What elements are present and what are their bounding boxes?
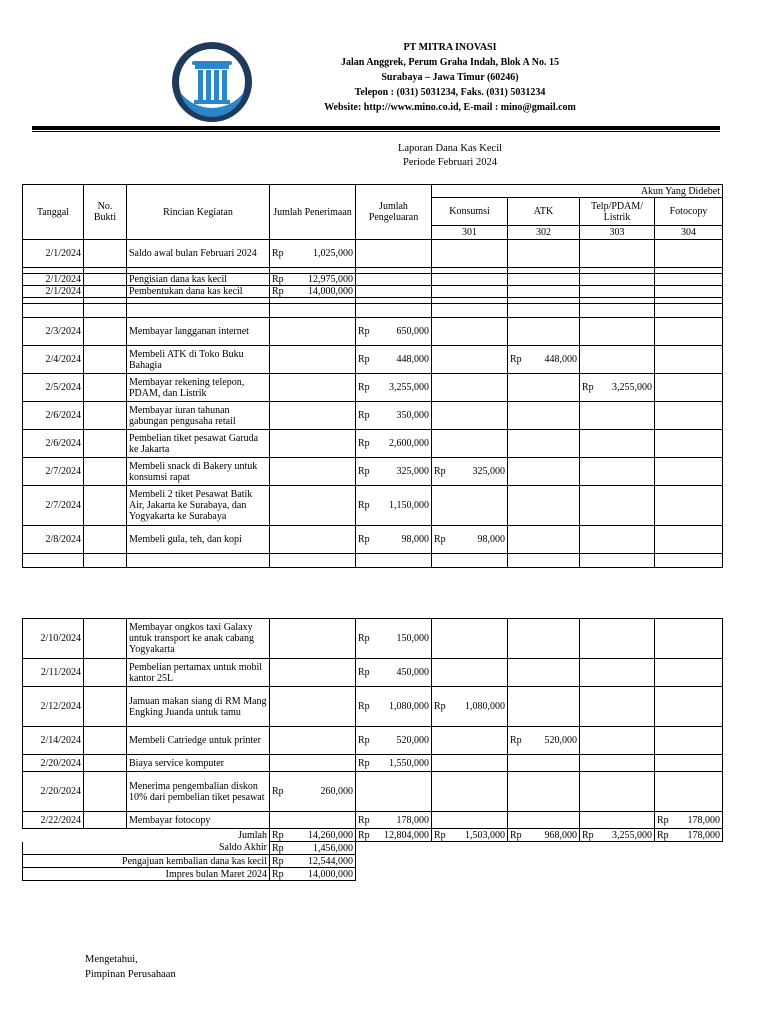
row-konsumsi [432,812,508,829]
amount-value: 12,544,000 [308,855,353,867]
row-pengeluaran [356,318,432,346]
col-header-fotocopy: Fotocopy [655,198,723,226]
currency-label: Rp [272,786,284,797]
row-date: 2/20/2024 [23,755,84,772]
amount-value: 1,080,000 [465,701,505,712]
row-date: 2/4/2024 [23,346,84,374]
row-atk [508,486,580,526]
row-konsumsi [432,687,508,727]
row-bukti [84,812,127,829]
table-row [23,772,723,812]
row-konsumsi [432,240,508,268]
currency-label: Rp [272,829,284,841]
petty-cash-table [22,184,723,568]
row-bukti [84,374,127,402]
table-row [23,374,723,402]
total-penerimaan [270,829,356,842]
currency-label: Rp [272,274,284,285]
row-date: 2/6/2024 [23,430,84,458]
row-konsumsi [432,402,508,430]
table-row [23,486,723,526]
amount-value: 178,000 [687,829,720,841]
row-penerimaan [270,374,356,402]
currency-label: Rp [358,667,370,678]
amount-value: 1,456,000 [313,842,353,854]
currency-label: Rp [272,286,284,297]
row-penerimaan [270,687,356,727]
row-bukti [84,687,127,727]
table-row [23,659,723,687]
company-logo-icon [170,40,254,124]
row-pengeluaran [356,286,432,298]
amount-value: 325,000 [472,466,505,477]
row-date: 2/1/2024 [23,286,84,298]
row-atk [508,812,580,829]
row-date: 2/10/2024 [23,619,84,659]
currency-label: Rp [272,248,284,259]
row-penerimaan [270,659,356,687]
table-row [23,430,723,458]
currency-label: Rp [657,814,669,826]
row-fotocopy [655,346,723,374]
row-pengeluaran [356,772,432,812]
row-fotocopy [655,458,723,486]
row-telp [580,318,655,346]
amount-value: 178,000 [687,814,720,826]
currency-label: Rp [358,701,370,712]
currency-label: Rp [582,382,594,393]
row-pengeluaran [356,274,432,286]
header-divider [32,126,720,130]
row-date: 2/12/2024 [23,687,84,727]
row-pengeluaran [356,659,432,687]
row-atk [508,772,580,812]
table-row [23,727,723,755]
currency-label: Rp [272,842,284,854]
row-konsumsi [432,526,508,554]
amount-value: 1,080,000 [389,701,429,712]
row-pengeluaran [356,374,432,402]
row-desc: Pembelian pertamax untuk mobil kantor 25L [127,659,270,687]
currency-label: Rp [358,534,370,545]
row-konsumsi [432,318,508,346]
col-header-rincian: Rincian Kegiatan [127,185,270,240]
row-fotocopy [655,619,723,659]
row-fotocopy [655,486,723,526]
row-penerimaan [270,274,356,286]
currency-label: Rp [510,829,522,841]
amount-value: 968,000 [544,829,577,841]
row-pengeluaran [356,458,432,486]
row-konsumsi [432,374,508,402]
row-date: 2/20/2024 [23,772,84,812]
row-telp [580,727,655,755]
row-telp [580,659,655,687]
row-penerimaan [270,346,356,374]
amount-value: 3,255,000 [612,382,652,393]
row-desc: Membeli Catriedge untuk printer [127,727,270,755]
row-fotocopy [655,430,723,458]
row-desc: Menerima pengembalian diskon 10% dari pembelian tiket pesawat [127,772,270,812]
row-bukti [84,274,127,286]
row-desc: Membeli gula, teh, dan kopi [127,526,270,554]
company-web: Website: http://www.mino.co.id, E-mail : mino@gmail.com [324,102,576,113]
table-row [23,812,723,829]
amount-value: 14,260,000 [308,829,353,841]
row-telp [580,619,655,659]
table-row [23,286,723,298]
row-penerimaan [270,727,356,755]
row-penerimaan [270,619,356,659]
row-pengeluaran [356,526,432,554]
currency-label: Rp [358,500,370,511]
total-fotocopy [655,829,723,842]
currency-label: Rp [358,814,370,826]
currency-label: Rp [272,855,284,867]
currency-label: Rp [434,534,446,545]
row-pengeluaran [356,430,432,458]
row-fotocopy [655,286,723,298]
row-fotocopy [655,274,723,286]
row-bukti [84,430,127,458]
amount-value: 450,000 [396,667,429,678]
total-label: Jumlah [23,829,270,842]
table-row [23,526,723,554]
col-code-302: 302 [508,226,580,240]
row-pengeluaran [356,687,432,727]
currency-label: Rp [358,354,370,365]
total-row [23,829,723,842]
row-pengeluaran [356,727,432,755]
total-pengeluaran [356,829,432,842]
amount-value: 350,000 [396,410,429,421]
currency-label: Rp [510,354,522,365]
currency-label: Rp [358,735,370,746]
amount-value: 448,000 [544,354,577,365]
col-header-pengeluaran: Jumlah Pengeluaran [356,185,432,240]
impres-maret-value [270,868,356,881]
petty-cash-table-continued [22,618,723,881]
company-name: PT MITRA INOVASI [403,42,497,53]
row-bukti [84,619,127,659]
row-fotocopy [655,240,723,268]
amount-value: 178,000 [396,814,429,826]
row-date: 2/22/2024 [23,812,84,829]
row-konsumsi [432,755,508,772]
row-bukti [84,240,127,268]
currency-label: Rp [358,410,370,421]
col-header-bukti: No. Bukti [84,185,127,240]
row-telp [580,526,655,554]
table-row [23,755,723,772]
currency-label: Rp [358,438,370,449]
amount-value: 3,255,000 [389,382,429,393]
impres-maret-label: Impres bulan Maret 2024 [23,868,270,881]
row-date: 2/8/2024 [23,526,84,554]
row-fotocopy [655,318,723,346]
currency-label: Rp [358,829,370,841]
row-fotocopy [655,687,723,727]
footer-acknowledged: Mengetahui, [85,954,138,965]
company-header [290,40,610,115]
col-header-konsumsi: Konsumsi [432,198,508,226]
pengajuan-kembalian-label: Pengajuan kembalian dana kas kecil [23,855,270,868]
row-atk [508,727,580,755]
row-date: 2/7/2024 [23,486,84,526]
saldo-akhir-label: Saldo Akhir [23,842,270,855]
currency-label: Rp [434,701,446,712]
total-konsumsi [432,829,508,842]
row-telp [580,458,655,486]
row-telp [580,687,655,727]
currency-label: Rp [434,466,446,477]
row-telp [580,286,655,298]
pengajuan-kembalian-row [23,855,723,868]
row-date: 2/5/2024 [23,374,84,402]
amount-value: 260,000 [320,786,353,797]
row-desc: Membayar langganan internet [127,318,270,346]
row-konsumsi [432,274,508,286]
row-bukti [84,526,127,554]
row-atk [508,458,580,486]
col-header-telp: Telp/PDAM/ Listrik [580,198,655,226]
saldo-akhir-row [23,842,723,855]
row-date: 2/14/2024 [23,727,84,755]
row-bukti [84,755,127,772]
row-atk [508,274,580,286]
col-code-303: 303 [580,226,655,240]
row-desc: Membayar fotocopy [127,812,270,829]
row-penerimaan [270,755,356,772]
row-konsumsi [432,346,508,374]
currency-label: Rp [358,633,370,644]
row-konsumsi [432,727,508,755]
report-title: Laporan Dana Kas Kecil [397,143,503,154]
amount-value: 520,000 [396,735,429,746]
row-bukti [84,402,127,430]
row-desc: Pengisian dana kas kecil [127,274,270,286]
amount-value: 1,503,000 [465,829,505,841]
amount-value: 14,000,000 [308,286,353,297]
report-period: Periode Februari 2024 [403,157,497,168]
row-pengeluaran [356,240,432,268]
table-row [23,240,723,268]
row-fotocopy [655,772,723,812]
row-pengeluaran [356,402,432,430]
row-konsumsi [432,286,508,298]
row-penerimaan [270,402,356,430]
amount-value: 325,000 [396,466,429,477]
company-phone: Telepon : (031) 5031234, Faks. (031) 5031234 [354,87,546,98]
row-desc: Biaya service komputer [127,755,270,772]
row-penerimaan [270,772,356,812]
row-atk [508,619,580,659]
row-konsumsi [432,458,508,486]
currency-label: Rp [582,829,594,841]
row-pengeluaran [356,755,432,772]
row-atk [508,402,580,430]
amount-value: 520,000 [544,735,577,746]
row-telp [580,772,655,812]
row-fotocopy [655,374,723,402]
row-atk [508,374,580,402]
row-desc: Membeli snack di Bakery untuk konsumsi rapat [127,458,270,486]
row-atk [508,687,580,727]
row-atk [508,430,580,458]
row-bukti [84,346,127,374]
row-telp [580,486,655,526]
row-bukti [84,286,127,298]
company-address: Jalan Anggrek, Perum Graha Indah, Blok A No. 15 [341,57,559,68]
table-row [23,458,723,486]
row-penerimaan [270,240,356,268]
row-desc: Membeli ATK di Toko Buku Bahagia [127,346,270,374]
col-header-tanggal: Tanggal [23,185,84,240]
row-pengeluaran [356,619,432,659]
row-telp [580,346,655,374]
currency-label: Rp [272,868,284,880]
row-date: 2/1/2024 [23,240,84,268]
footer-director: Pimpinan Perusahaan [85,969,176,980]
row-desc: Pembentukan dana kas kecil [127,286,270,298]
row-atk [508,240,580,268]
row-penerimaan [270,318,356,346]
row-date: 2/11/2024 [23,659,84,687]
amount-value: 98,000 [477,534,505,545]
row-pengeluaran [356,346,432,374]
amount-value: 1,550,000 [389,757,429,769]
row-date: 2/6/2024 [23,402,84,430]
row-telp [580,374,655,402]
company-city: Surabaya – Jawa Timur (60246) [381,72,519,83]
row-bukti [84,486,127,526]
amount-value: 2,600,000 [389,438,429,449]
currency-label: Rp [358,466,370,477]
row-konsumsi [432,486,508,526]
row-telp [580,755,655,772]
col-header-atk: ATK [508,198,580,226]
amount-value: 448,000 [396,354,429,365]
row-atk [508,659,580,687]
total-telp [580,829,655,842]
row-desc: Membayar ongkos taxi Galaxy untuk transport ke anak cabang Yogyakarta [127,619,270,659]
amount-value: 1,025,000 [313,248,353,259]
col-header-penerimaan: Jumlah Penerimaan [270,185,356,240]
row-bukti [84,458,127,486]
amount-value: 98,000 [401,534,429,545]
currency-label: Rp [358,757,370,769]
table-row [23,274,723,286]
amount-value: 14,000,000 [308,868,353,880]
amount-value: 1,150,000 [389,500,429,511]
row-konsumsi [432,430,508,458]
amount-value: 3,255,000 [612,829,652,841]
row-bukti [84,772,127,812]
impres-maret-row [23,868,723,881]
row-pengeluaran [356,812,432,829]
col-code-301: 301 [432,226,508,240]
header-divider-thin [32,131,720,132]
row-penerimaan [270,458,356,486]
row-fotocopy [655,755,723,772]
row-desc: Membayar iuran tahunan gabungan pengusaha retail [127,402,270,430]
row-fotocopy [655,659,723,687]
total-atk [508,829,580,842]
col-code-304: 304 [655,226,723,240]
spacer-row [23,304,723,318]
row-telp [580,430,655,458]
row-date: 2/7/2024 [23,458,84,486]
col-header-akun: Akun Yang Didebet [432,185,723,198]
row-desc: Membeli 2 tiket Pesawat Batik Air, Jakarta ke Surabaya, dan Yogyakarta ke Surabaya [127,486,270,526]
amount-value: 12,804,000 [384,829,429,841]
row-telp [580,274,655,286]
row-date: 2/1/2024 [23,274,84,286]
saldo-akhir-value [270,842,356,855]
signature-block [85,952,176,982]
row-telp [580,240,655,268]
currency-label: Rp [358,382,370,393]
report-title-block [300,142,600,170]
row-bukti [84,318,127,346]
row-date: 2/3/2024 [23,318,84,346]
row-fotocopy [655,526,723,554]
table-row [23,687,723,727]
row-penerimaan [270,812,356,829]
row-desc: Saldo awal bulan Februari 2024 [127,240,270,268]
row-bukti [84,659,127,687]
row-penerimaan [270,526,356,554]
table-row [23,318,723,346]
row-fotocopy [655,727,723,755]
currency-label: Rp [657,829,669,841]
pengajuan-kembalian-value [270,855,356,868]
row-fotocopy [655,812,723,829]
row-desc: Pembelian tiket pesawat Garuda ke Jakarta [127,430,270,458]
row-konsumsi [432,659,508,687]
amount-value: 650,000 [396,326,429,337]
table-row [23,346,723,374]
row-konsumsi [432,619,508,659]
row-telp [580,402,655,430]
row-fotocopy [655,402,723,430]
table-row [23,619,723,659]
row-atk [508,318,580,346]
row-desc: Membayar rekening telepon, PDAM, dan Listrik [127,374,270,402]
table-row [23,402,723,430]
currency-label: Rp [434,829,446,841]
currency-label: Rp [358,326,370,337]
amount-value: 150,000 [396,633,429,644]
row-penerimaan [270,430,356,458]
amount-value: 12,975,000 [308,274,353,285]
currency-label: Rp [510,735,522,746]
row-penerimaan [270,486,356,526]
row-penerimaan [270,286,356,298]
row-konsumsi [432,772,508,812]
row-atk [508,755,580,772]
row-telp [580,812,655,829]
row-desc: Jamuan makan siang di RM Mang Engking Juanda untuk tamu [127,687,270,727]
row-atk [508,346,580,374]
row-atk [508,286,580,298]
row-bukti [84,727,127,755]
row-pengeluaran [356,486,432,526]
row-atk [508,526,580,554]
spacer-row [23,554,723,568]
